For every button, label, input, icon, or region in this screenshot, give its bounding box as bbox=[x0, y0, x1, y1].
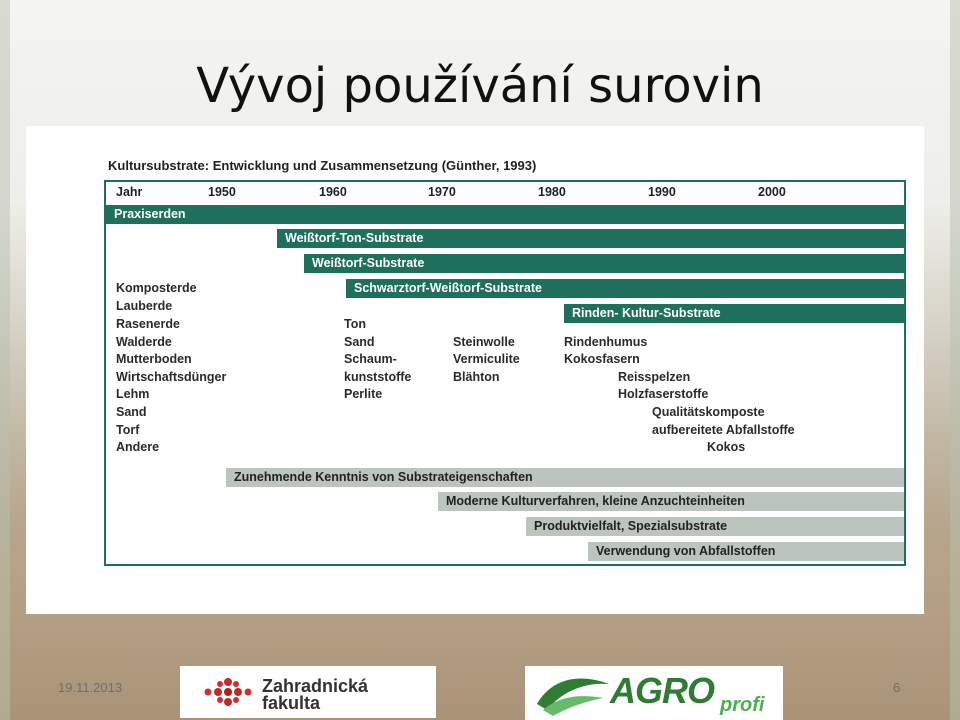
material-item: Kokos bbox=[707, 440, 746, 454]
material-item: Wirtschaftsdünger bbox=[116, 370, 227, 384]
bar-praxiserden: Praxiserden bbox=[106, 205, 904, 224]
material-item: Vermiculite bbox=[453, 352, 520, 366]
material-item: Qualitätskomposte bbox=[652, 405, 765, 419]
year-2000: 2000 bbox=[758, 185, 786, 199]
trend-bar-kulturverfahren: Moderne Kulturverfahren, kleine Anzuchteinheiten bbox=[438, 492, 904, 511]
leaf-swoosh-icon bbox=[533, 670, 613, 718]
year-1980: 1980 bbox=[538, 185, 566, 199]
material-item: Ton bbox=[344, 317, 366, 331]
trend-bar-abfallstoffe: Verwendung von Abfallstoffen bbox=[588, 542, 904, 561]
figure-title: Kultursubstrate: Entwicklung und Zusammensetzung (Günther, 1993) bbox=[108, 158, 537, 173]
bar-schwarztorf-weisstorf: Schwarztorf-Weißtorf-Substrate bbox=[346, 279, 904, 298]
footer-date: 19.11.2013 bbox=[58, 680, 123, 695]
slide-title: Vývoj používání surovin bbox=[196, 58, 764, 114]
material-item: Torf bbox=[116, 423, 140, 437]
agro-profi-logo bbox=[525, 666, 783, 720]
year-header-jahr: Jahr bbox=[116, 185, 143, 199]
material-item: Lauberde bbox=[116, 299, 173, 313]
material-item: Lehm bbox=[116, 387, 150, 401]
agro-logo-subtext: profi bbox=[720, 694, 765, 716]
material-item: Andere bbox=[116, 440, 160, 454]
material-item: Reisspelzen bbox=[618, 370, 691, 384]
material-item: Rindenhumus bbox=[564, 335, 648, 349]
bar-rinden-kultur: Rinden- Kultur-Substrate bbox=[564, 304, 904, 323]
zf-line1: Zahradnická bbox=[262, 676, 369, 696]
material-item: Mutterboden bbox=[116, 352, 192, 366]
material-item: kunststoffe bbox=[344, 370, 412, 384]
year-1960: 1960 bbox=[319, 185, 347, 199]
material-item: Holzfaserstoffe bbox=[618, 387, 709, 401]
material-item: Sand bbox=[344, 335, 375, 349]
year-1970: 1970 bbox=[428, 185, 456, 199]
substrate-figure bbox=[26, 126, 924, 614]
bar-weisstorf-ton: Weißtorf-Ton-Substrate bbox=[277, 229, 904, 248]
zf-logo-text bbox=[262, 678, 368, 712]
material-item: aufbereitete Abfallstoffe bbox=[652, 423, 795, 437]
trend-bar-produktvielfalt: Produktvielfalt, Spezialsubstrate bbox=[526, 517, 904, 536]
material-item: Steinwolle bbox=[453, 335, 515, 349]
agro-logo-text: AGRO bbox=[610, 670, 714, 711]
bar-weisstorf: Weißtorf-Substrate bbox=[304, 254, 904, 273]
flower-emblem-icon bbox=[198, 672, 258, 712]
material-item: Schaum- bbox=[344, 352, 397, 366]
material-item: Blähton bbox=[453, 370, 500, 384]
trend-bar-kenntnis: Zunehmende Kenntnis von Substrateigenschaften bbox=[226, 468, 904, 487]
zf-line2: fakulta bbox=[262, 693, 321, 713]
material-item: Rasenerde bbox=[116, 317, 180, 331]
year-1950: 1950 bbox=[208, 185, 236, 199]
material-item: Walderde bbox=[116, 335, 172, 349]
material-item: Komposterde bbox=[116, 281, 197, 295]
material-item: Kokosfasern bbox=[564, 352, 640, 366]
material-item: Perlite bbox=[344, 387, 383, 401]
page-number: 6 bbox=[893, 680, 901, 695]
year-1990: 1990 bbox=[648, 185, 676, 199]
zahradnicka-fakulta-logo bbox=[180, 666, 436, 718]
material-item: Sand bbox=[116, 405, 147, 419]
